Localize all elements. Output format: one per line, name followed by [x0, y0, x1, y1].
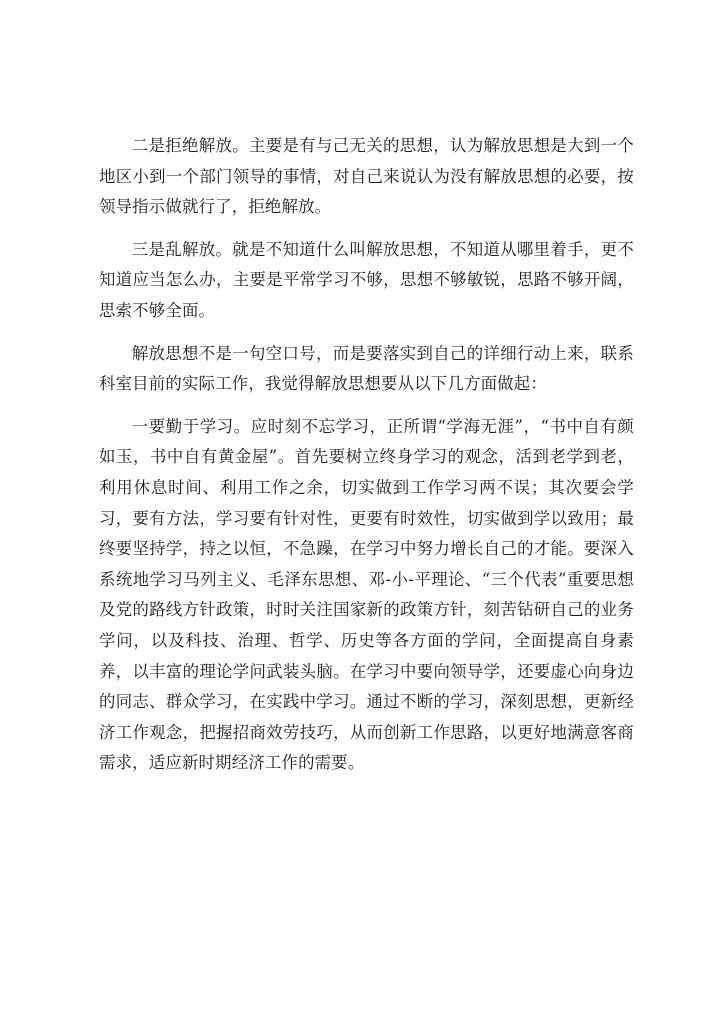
paragraph-chaotic-liberation: 三是乱解放。就是不知道什么叫解放思想，不知道从哪里着手，更不知道应当怎么办，主要是平常学习不够，思想不够敏锐，思路不够开阔，思索不够全面。 — [99, 239, 634, 320]
paragraph-refuse-liberation: 二是拒绝解放。主要是有与己无关的思想，认为解放思想是大到一个地区小到一个部门领导的事情，对自己来说认为没有解放思想的必要，按领导指示做就行了，拒绝解放。 — [99, 136, 634, 217]
paragraph-liberation-approach: 解放思想不是一句空口号，而是要落实到自己的详细行动上来，联系科室目前的实际工作，我觉得解放思想要从以下几方面做起： — [99, 343, 634, 394]
paragraph-diligent-learning: 一要勤于学习。应时刻不忘学习，正所谓“学海无涯”，“书中自有颜如玉，书中自有黄金屋”。首先要树立终身学习的观念，活到老学到老，利用休息时间、利用工作之余，切实做到工作学习两不误；其次要会学习，要有方法，学习要有针对性，更要有时效性，切实做到学以致用；最终要坚持学，持之以恒，不急躁，在学习中努力增长自己的才能。要深入系统地学习马列主义、毛泽东思想、邓-小-平理论、“三个代表”重要思想及党的路线方针政策，时时关注国家新的政策方针，刻苦钻研自己的业务学问，以及科技、治理、哲学、历史等各方面的学问，全面提高自身素养，以丰富的理论学问武装头脑。在学习中要向领导学，还要虚心向身边的同志、群众学习，在实践中学习。通过不断的学习，深刻思想，更新经济工作观念，把握招商效劳技巧，从而创新工作思路，以更好地满意客商需求，适应新时期经济工作的需要。 — [99, 416, 634, 773]
